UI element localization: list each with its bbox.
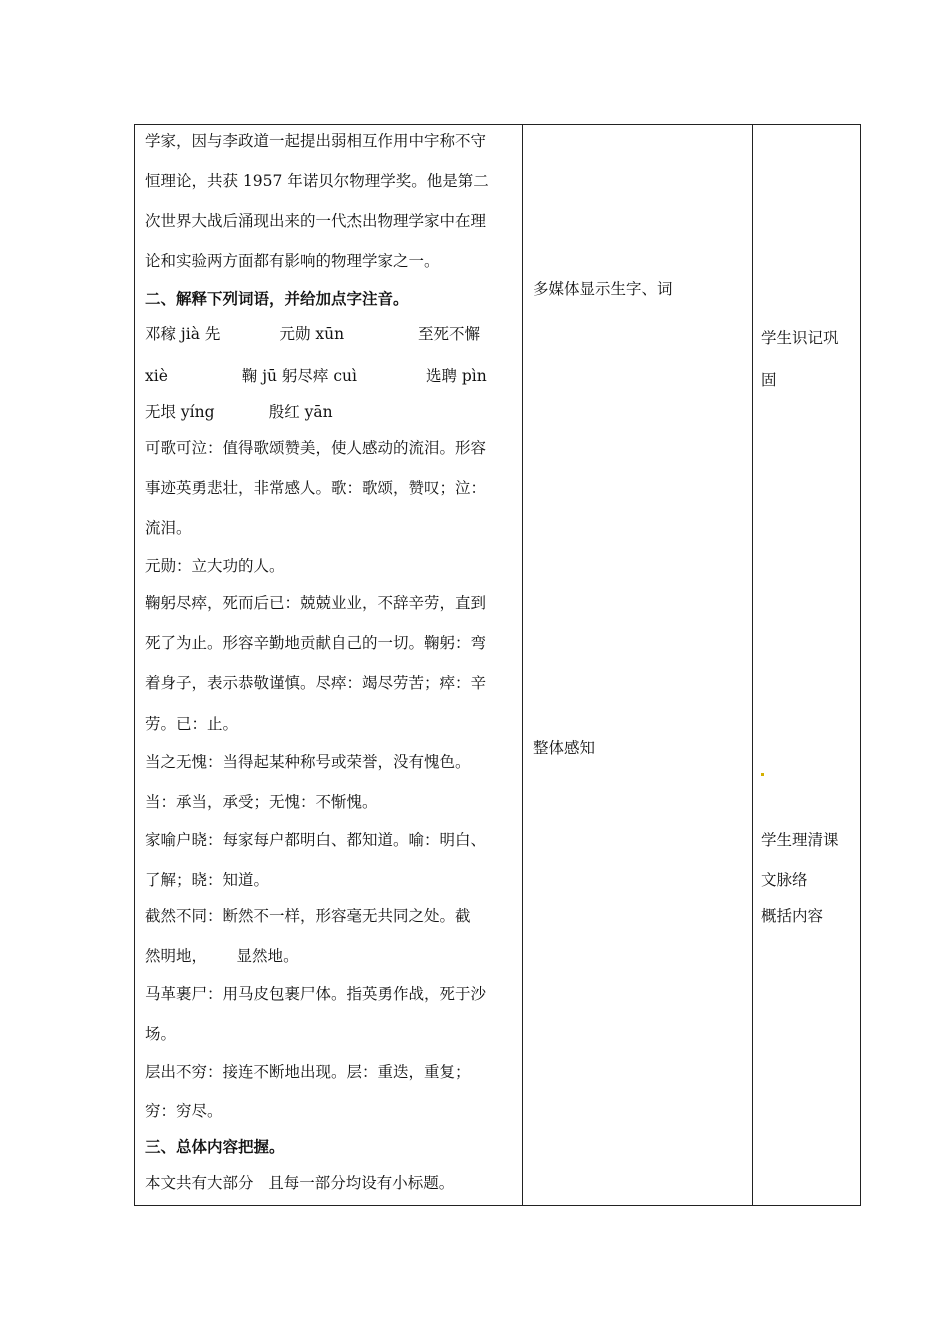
- content-line: 流泪。: [145, 519, 192, 537]
- student-activity-1-line1: 学生识记巩: [761, 329, 839, 347]
- content-line: 马革裹尸：用马皮包裹尸体。指英勇作战，死于沙: [145, 985, 487, 1003]
- content-line: 着身子，表示恭敬谨慎。尽瘁：竭尽劳苦；瘁：辛: [145, 674, 487, 692]
- content-line: 然明地， 显然地。: [145, 947, 299, 965]
- column-divider-2: [752, 125, 753, 1205]
- student-activity-2-line1: 学生理清课: [761, 831, 839, 849]
- content-line: 本文共有大部分 且每一部分均设有小标题。: [145, 1174, 455, 1192]
- section-heading: 二、解释下列词语，并给加点字注音。: [145, 289, 409, 308]
- lesson-table: [134, 124, 861, 1206]
- content-line: 无垠 yíng 殷红 yān: [145, 403, 333, 421]
- content-line: 了解；晓：知道。: [145, 871, 270, 889]
- content-line: 恒理论，共获 1957 年诺贝尔物理学奖。他是第二: [145, 172, 489, 190]
- content-line: 可歌可泣：值得歌颂赞美，使人感动的流泪。形容: [145, 439, 487, 457]
- content-line: 邓稼 jià 先 元勋 xūn 至死不懈: [145, 325, 481, 343]
- content-line: 鞠躬尽瘁，死而后已：兢兢业业，不辞辛劳，直到: [145, 594, 487, 612]
- content-line: 穷：穷尽。: [145, 1102, 223, 1120]
- content-line: 家喻户晓：每家每户都明白、都知道。喻：明白、: [145, 831, 487, 849]
- student-activity-2-line3: 概括内容: [761, 907, 824, 925]
- student-activity-1-line2: 固: [761, 371, 777, 389]
- content-line: 死了为止。形容辛勤地贡献自己的一切。鞠躬：弯: [145, 634, 487, 652]
- student-activity-2-line2: 文脉络: [761, 871, 808, 889]
- column-divider-1: [522, 125, 523, 1205]
- teacher-activity-1: 多媒体显示生字、词: [533, 280, 673, 298]
- content-line: 劳。已：止。: [145, 715, 239, 733]
- content-line: 论和实验两方面都有影响的物理学家之一。: [145, 252, 440, 270]
- teacher-activity-2: 整体感知: [533, 739, 596, 757]
- content-line: xiè 鞠 jū 躬尽瘁 cuì 选聘 pìn: [145, 367, 487, 385]
- marker-dot: [761, 773, 764, 776]
- content-line: 元勋：立大功的人。: [145, 557, 285, 575]
- content-line: 事迹英勇悲壮，非常感人。歌：歌颂，赞叹；泣：: [145, 479, 487, 497]
- content-line: 当：承当，承受；无愧：不惭愧。: [145, 793, 378, 811]
- section-heading: 三、总体内容把握。: [145, 1137, 285, 1156]
- content-line: 当之无愧：当得起某种称号或荣誉，没有愧色。: [145, 753, 471, 771]
- content-line: 截然不同：断然不一样，形容毫无共同之处。截: [145, 907, 471, 925]
- content-line: 次世界大战后涌现出来的一代杰出物理学家中在理: [145, 212, 487, 230]
- content-line: 学家，因与李政道一起提出弱相互作用中宇称不守: [145, 132, 487, 150]
- content-line: 层出不穷：接连不断地出现。层：重迭，重复；: [145, 1063, 471, 1081]
- content-line: 场。: [145, 1025, 177, 1043]
